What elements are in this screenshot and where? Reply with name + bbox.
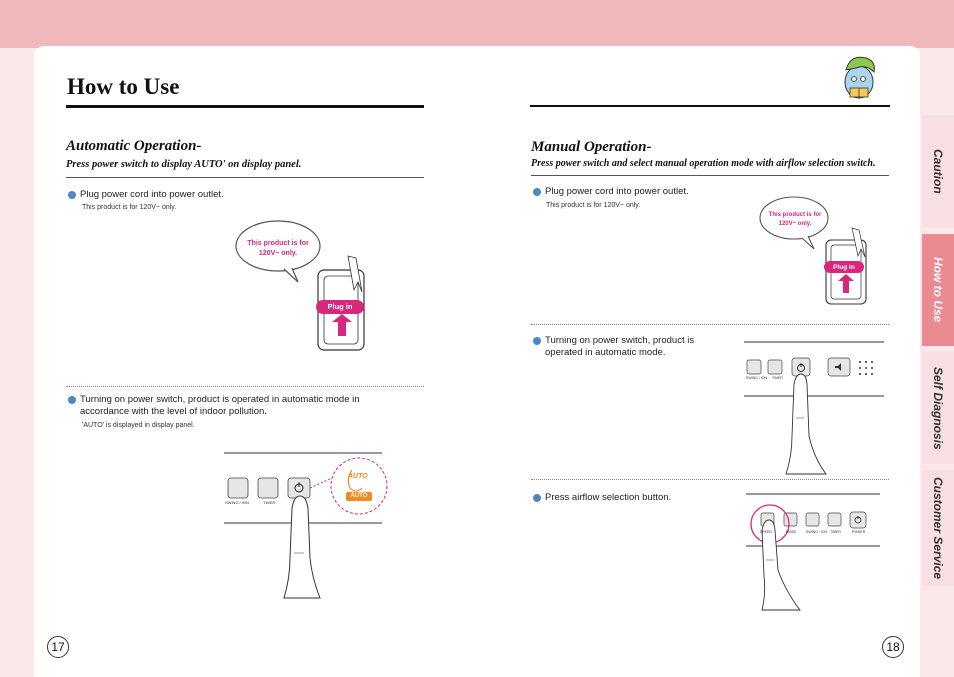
right-bubble-line1: This product is for xyxy=(768,212,822,218)
right-step3-text: Press airflow selection button. xyxy=(545,492,672,503)
left-bubble xyxy=(236,239,320,259)
panel-label-swing: SWING / ION xyxy=(746,376,767,380)
mascot-icon xyxy=(836,52,882,104)
tab-customer-service-label: Customer Service xyxy=(931,476,945,580)
bullet-icon xyxy=(68,191,76,199)
right-step1 xyxy=(545,186,745,198)
right-step3 xyxy=(545,492,725,504)
title-rule-left xyxy=(66,105,424,108)
right-panel2-labels xyxy=(760,530,880,536)
panel-label-timer: TIMER xyxy=(772,376,783,380)
panel-label-swing: SWING / ION xyxy=(225,500,249,505)
top-band xyxy=(0,0,954,48)
right-divider xyxy=(531,175,889,176)
bullet-icon xyxy=(68,396,76,404)
tab-self-diagnosis-label: Self Diagnosis xyxy=(931,366,945,450)
panel-label-speed: SPEED xyxy=(760,530,772,534)
right-step1-text: Plug power cord into power outlet. xyxy=(545,186,689,197)
right-dotted-divider-1 xyxy=(531,324,889,325)
bullet-icon xyxy=(533,494,541,502)
left-step1-note: This product is for 120V~ only. xyxy=(82,204,177,211)
left-bubble-line1: This product is for xyxy=(247,240,309,247)
right-step2-text: Turning on power switch, product is operated in automatic mode. xyxy=(545,335,695,358)
right-subheading: Press power switch and select manual operation mode with airflow selection switch. xyxy=(531,158,876,169)
bullet-icon xyxy=(533,337,541,345)
right-control-panel-1 xyxy=(740,336,888,476)
left-bubble-line2: 120V~ only. xyxy=(258,250,298,257)
panel-label-timer: TIMER xyxy=(830,530,841,534)
left-step2 xyxy=(80,394,380,418)
panel-label-swing: SWING / ION xyxy=(806,530,827,534)
tab-how-to-use-label: How to Use xyxy=(931,257,945,323)
auto-script: AUTO xyxy=(348,473,368,480)
right-heading: Manual Operation- xyxy=(531,139,652,155)
right-dotted-divider-2 xyxy=(531,479,889,480)
left-control-panel xyxy=(222,448,392,604)
page-title: How to Use xyxy=(67,74,180,99)
right-plug-label: Plug in xyxy=(833,264,855,271)
left-subheading: Press power switch to display AUTO' on display panel. xyxy=(66,159,302,170)
left-step2-note: 'AUTO' is displayed in display panel. xyxy=(82,422,195,429)
right-step1-note: This product is for 120V~ only. xyxy=(546,202,641,209)
panel-label-timer: TIMER xyxy=(263,500,276,505)
tab-customer-service[interactable] xyxy=(922,470,954,586)
tab-how-to-use[interactable] xyxy=(922,234,954,346)
title-rule-right xyxy=(530,105,890,107)
panel-label-power: POWER xyxy=(852,530,866,534)
tab-caution[interactable] xyxy=(922,115,954,227)
auto-badge: AUTO xyxy=(350,493,368,499)
page-number-right: 18 xyxy=(882,636,904,658)
left-plug-label: Plug in xyxy=(327,302,353,311)
right-bubble xyxy=(762,211,828,229)
left-step1 xyxy=(80,189,380,201)
panel-label-mode: MODE xyxy=(786,530,797,534)
bullet-icon xyxy=(533,188,541,196)
left-divider xyxy=(66,177,424,178)
left-heading: Automatic Operation- xyxy=(66,138,202,154)
left-dotted-divider xyxy=(66,386,424,387)
right-bubble-line2: 120V~ only. xyxy=(778,221,812,227)
right-control-panel-2 xyxy=(744,490,886,614)
left-step2-text: Turning on power switch, product is operated in automatic mode in accordance with the level of indoor pollution. xyxy=(80,394,360,417)
right-step2 xyxy=(545,335,725,359)
tab-caution-label: Caution xyxy=(931,148,945,194)
left-step1-text: Plug power cord into power outlet. xyxy=(80,189,224,200)
tab-self-diagnosis[interactable] xyxy=(922,352,954,464)
page-number-left: 17 xyxy=(47,636,69,658)
